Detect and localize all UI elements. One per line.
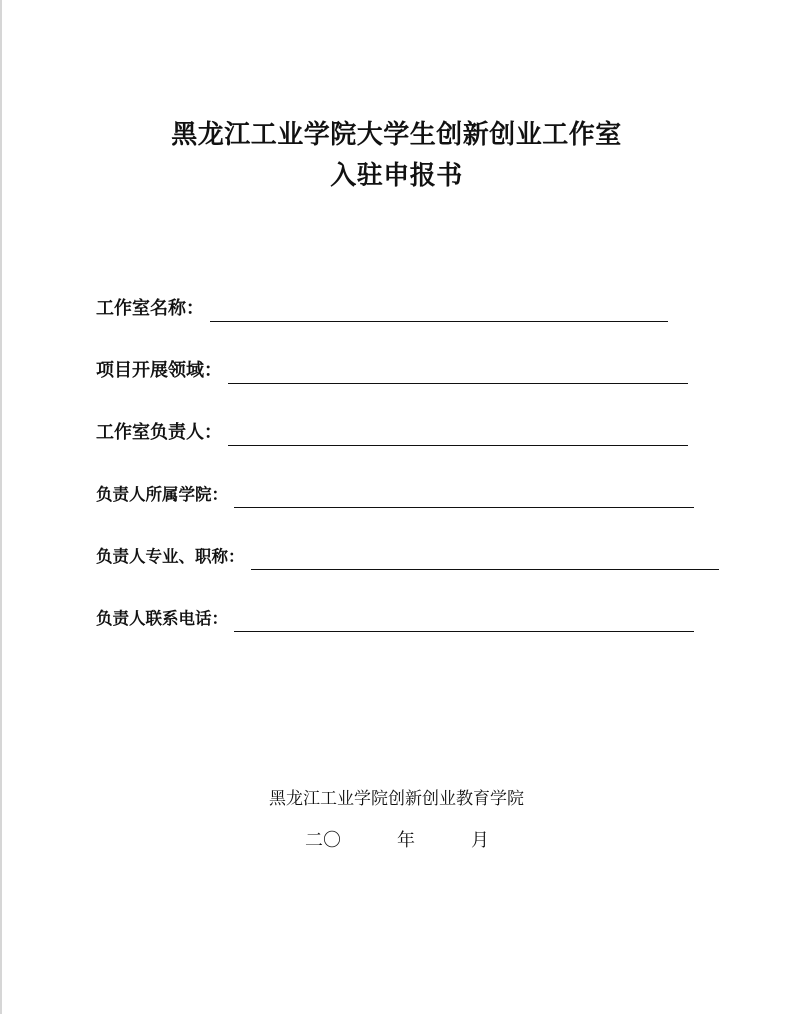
- year-label: 年: [397, 830, 415, 851]
- leader-major-title-input-line[interactable]: [251, 545, 719, 570]
- field-leader-phone: [96, 602, 694, 632]
- field-label: 工作室名称：: [96, 298, 204, 319]
- studio-name-input-line[interactable]: [210, 297, 668, 322]
- issuing-organization: 黑龙江工业学院创新创业教育学院: [269, 789, 524, 809]
- document-subtitle: 入驻申报书: [330, 161, 463, 191]
- field-studio-name: [96, 292, 668, 322]
- month-label: 月: [471, 830, 489, 851]
- studio-leader-input-line[interactable]: [228, 421, 688, 446]
- field-leader-major-title: [96, 540, 719, 570]
- field-label: 工作室负责人：: [96, 422, 222, 443]
- field-label: 项目开展领域：: [96, 360, 222, 381]
- date-prefix: 二〇: [305, 830, 341, 851]
- field-studio-leader: [96, 416, 688, 446]
- field-label: 负责人联系电话：: [96, 609, 228, 628]
- field-project-area: [96, 354, 688, 384]
- project-area-input-line[interactable]: [228, 359, 688, 384]
- field-label: 负责人所属学院：: [96, 485, 228, 504]
- page-left-edge: [0, 0, 2, 1014]
- leader-college-input-line[interactable]: [234, 483, 694, 508]
- field-leader-college: [96, 478, 694, 508]
- leader-phone-input-line[interactable]: [234, 607, 694, 632]
- field-label: 负责人专业、职称：: [96, 547, 245, 566]
- document-title: 黑龙江工业学院大学生创新创业工作室: [171, 120, 622, 150]
